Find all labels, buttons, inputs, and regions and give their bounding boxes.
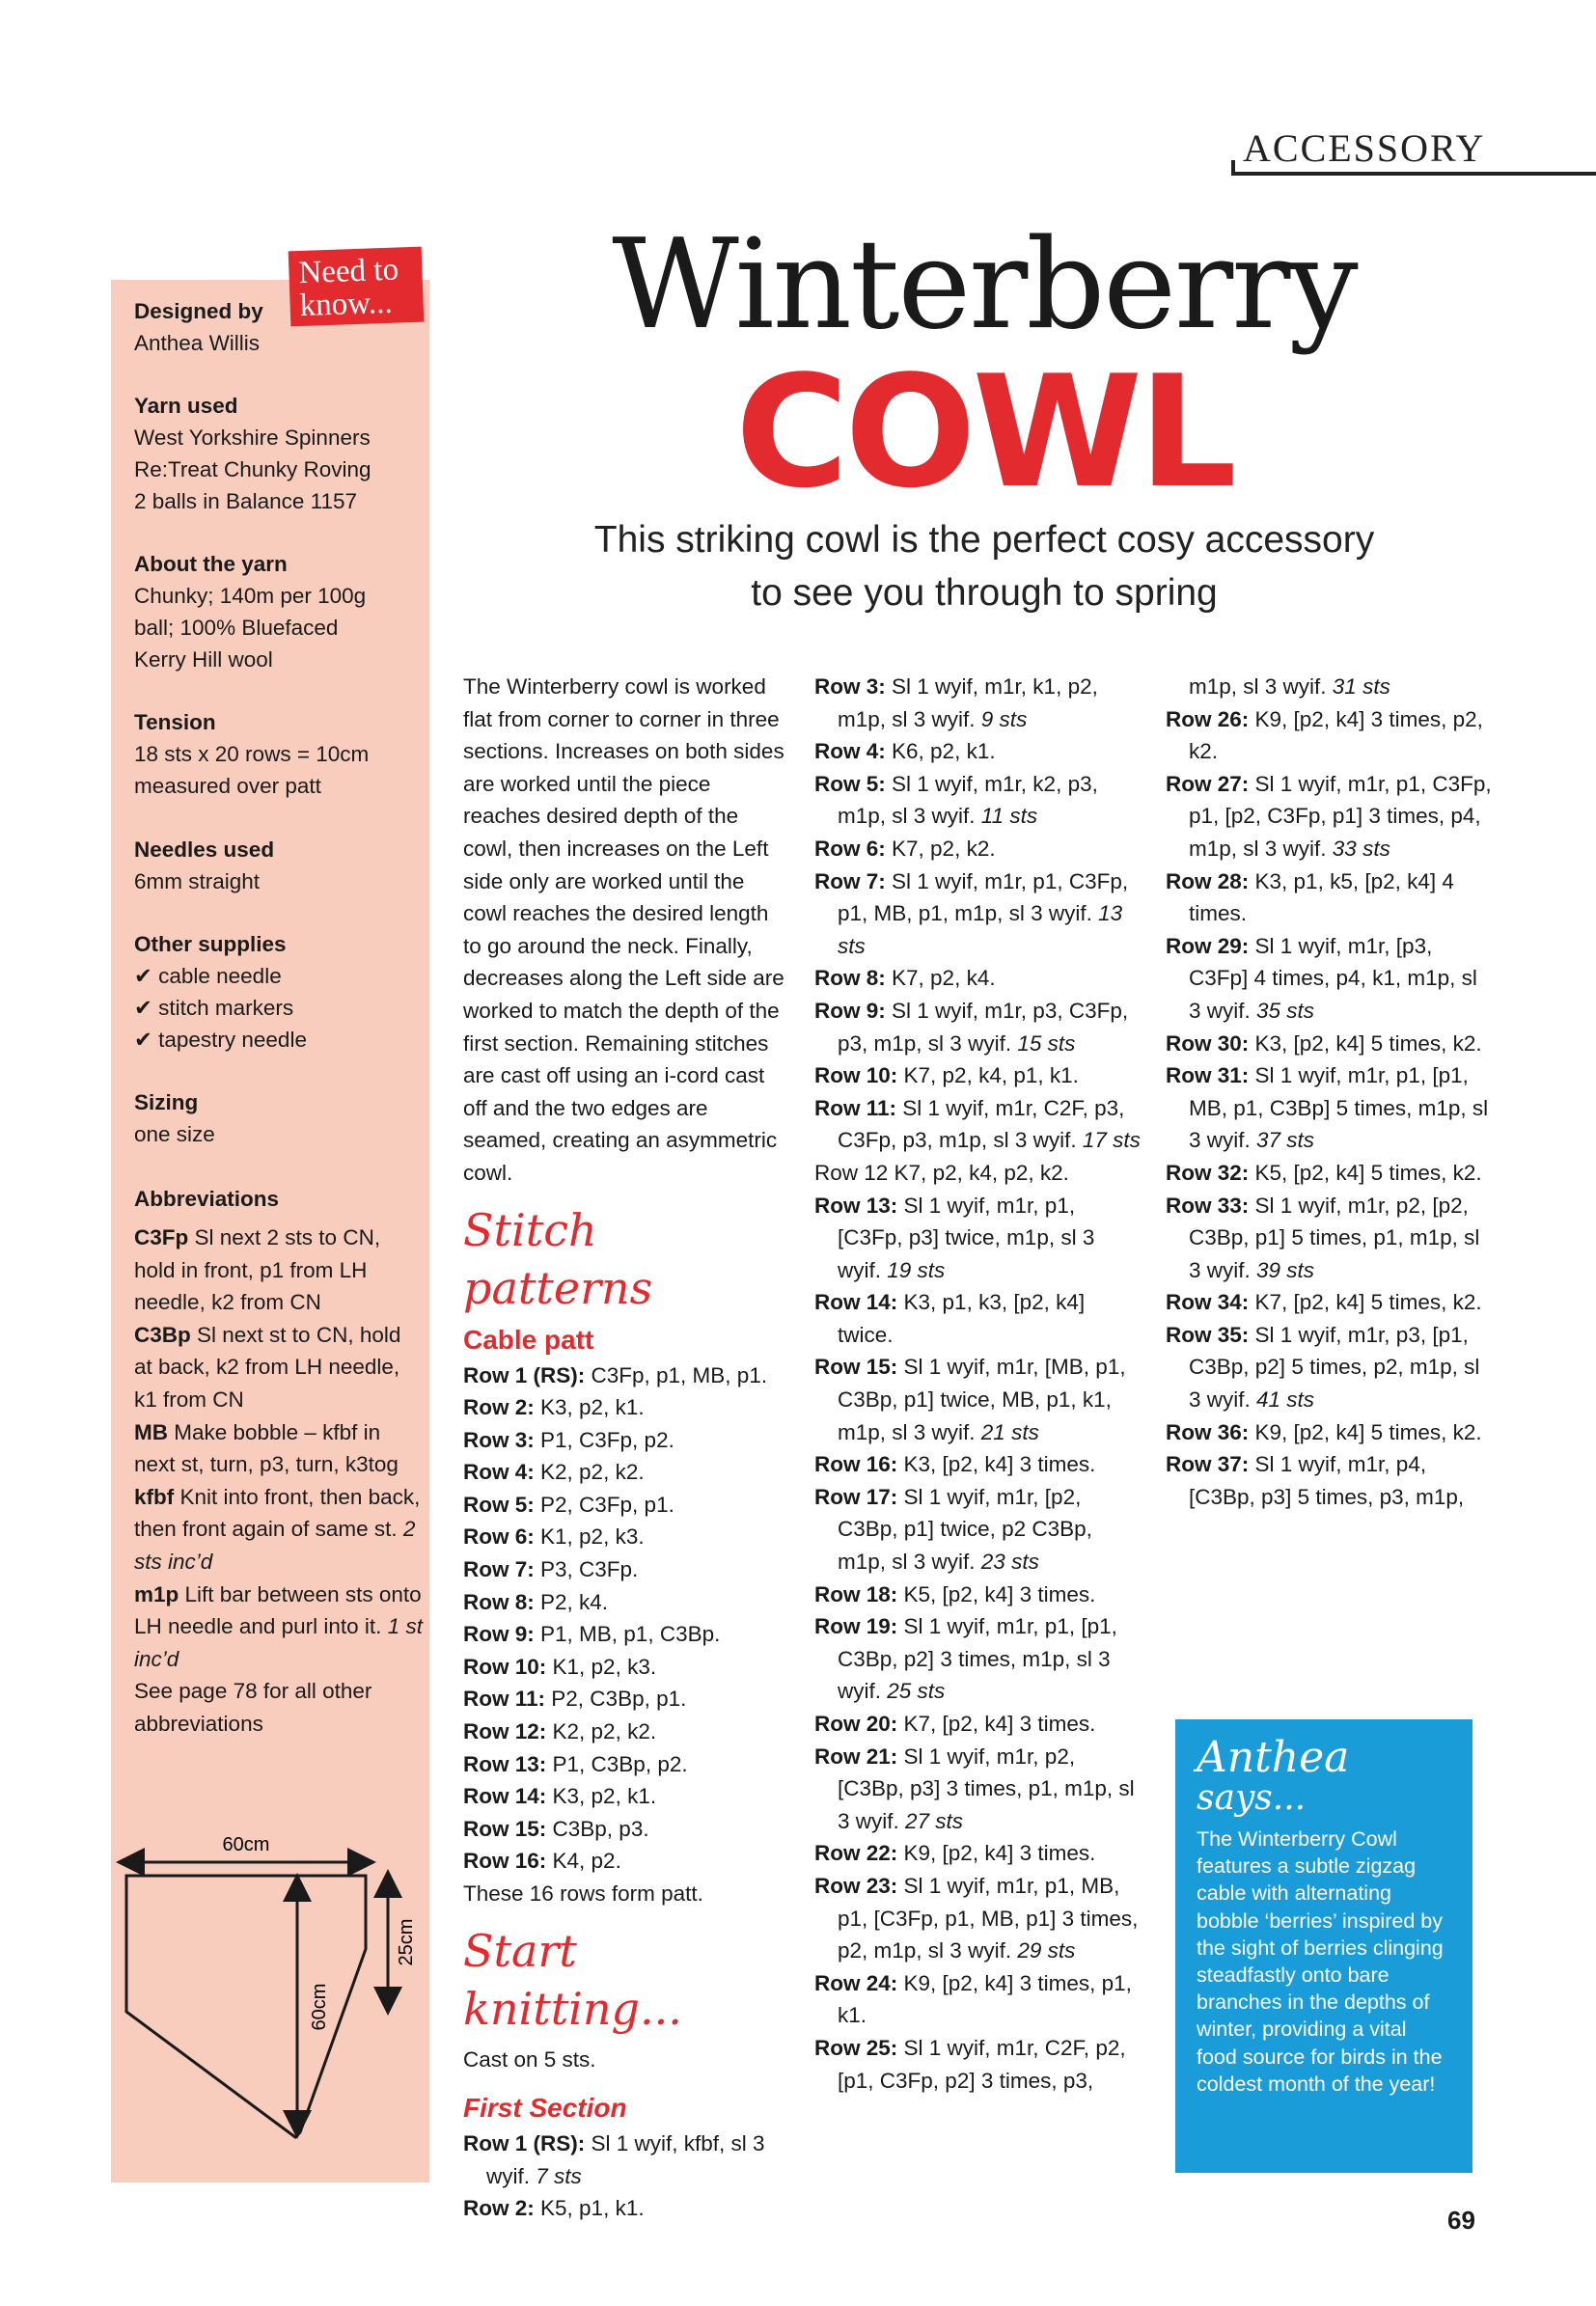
row-text: Sl 1 wyif, kfbf, sl 3 wyif. (486, 2131, 765, 2188)
row-note: 13 sts (838, 901, 1123, 958)
subtitle-line-1: This striking cowl is the perfect cosy accessory (593, 519, 1375, 561)
row-text: Sl 1 wyif, m1r, p3, [p1, C3Bp, p2] 5 times, p2, m1p, sl 3 wyif. (1189, 1322, 1480, 1413)
row-note: 35 sts (1256, 998, 1315, 1023)
row-note: 23 sts (980, 1550, 1039, 1575)
row-label: Row 37: (1166, 1452, 1250, 1477)
pattern-row (814, 671, 1142, 735)
width-label: 60cm (222, 1834, 270, 1855)
column-3 (1166, 671, 1494, 1513)
pattern-row (1166, 1286, 1494, 1319)
abbreviations-list (134, 1222, 424, 1741)
row-label: Row 33: (1166, 1193, 1250, 1218)
row-note: 7 sts (536, 2163, 582, 2188)
row-label: Row 7: (463, 1557, 535, 1582)
designed-by-value: Anthea Willis (134, 331, 261, 355)
pattern-row (1166, 1416, 1494, 1449)
row-label: Row 10: (814, 1063, 898, 1088)
row-label: Row 2: (463, 2196, 535, 2221)
pattern-row (1166, 1448, 1494, 1513)
row-label: Row 18: (814, 1581, 898, 1606)
row-label: Row 23: (814, 1873, 898, 1898)
abbr-key: kfbf (134, 1484, 175, 1509)
abbr-key: MB (134, 1419, 168, 1444)
row-label: Row 29: (1166, 933, 1250, 958)
cable-patt-rows (463, 1359, 791, 1879)
row-text: Sl 1 wyif, m1r, p1, C3Fp, p1, MB, p1, m1p, sl 3 wyif. (838, 868, 1129, 926)
row-text: Sl 1 wyif, m1r, p1, MB, p1, [C3Fp, p1, MB, p1] 3 times, p2, m1p, sl 3 wyif. (838, 1873, 1139, 1963)
about-line-3: Kerry Hill wool (134, 647, 273, 672)
needles-value: 6mm straight (134, 869, 261, 893)
pattern-row (463, 1489, 791, 1522)
pattern-row (814, 768, 1142, 833)
row-text: K5, p1, k1. (534, 2196, 645, 2221)
yarn-line-2: Re:Treat Chunky Roving (134, 457, 371, 481)
row-label: Row 26: (1166, 706, 1250, 731)
row-label: Row 5: (463, 1492, 535, 1517)
row-note: 15 sts (1017, 1030, 1076, 1056)
row-text: K7, p2, k4, p1, k1. (897, 1063, 1079, 1088)
row-text: K7, p2, k2. (885, 836, 996, 861)
first-section-row-2 (463, 2192, 791, 2225)
row-text: m1p, sl 3 wyif. (1189, 674, 1333, 699)
about-line-2: ball; 100% Bluefaced (134, 616, 339, 640)
subtitle (540, 513, 1428, 619)
pattern-row (814, 2032, 1142, 2097)
supply-item: ✔ cable needle (134, 964, 282, 988)
row-text: P1, MB, p1, C3Bp. (534, 1622, 721, 1647)
side-label: 25cm (396, 1918, 417, 1966)
row-text: Sl 1 wyif, m1r, p4, [C3Bp, p3] 5 times, p3, m1p, (1189, 1452, 1465, 1509)
abbreviations-heading-block (134, 1183, 424, 1215)
start-knitting-heading: Start knitting... (463, 1924, 682, 2035)
row-label: Row 21: (814, 1743, 898, 1769)
sizing-heading: Sizing (134, 1090, 199, 1114)
cowl-size-diagram (111, 1814, 429, 2161)
designed-by-heading: Designed by (134, 299, 263, 323)
row-note: 37 sts (1256, 1128, 1315, 1153)
pattern-row (463, 1521, 791, 1553)
yarn-used-heading: Yarn used (134, 394, 238, 418)
row-text: K5, [p2, k4] 5 times, k2. (1249, 1160, 1482, 1185)
row-text: P2, C3Fp, p1. (534, 1492, 674, 1517)
pattern-row (814, 1059, 1142, 1092)
abbr-c3bp (134, 1319, 424, 1416)
row-label: Row 9: (814, 998, 886, 1023)
abbr-text: Sl next st to CN, hold at back, k2 from LH needle, k1 from CN (134, 1322, 401, 1412)
row-label: Row 3: (814, 674, 886, 699)
pattern-row (463, 1716, 791, 1748)
abbr-note: 1 st inc’d (134, 1614, 423, 1671)
pattern-row (463, 1813, 791, 1846)
row-note: 27 sts (905, 1808, 964, 1833)
row-label: Row 2: (463, 1395, 535, 1420)
row-label: Row 7: (814, 868, 886, 893)
row-text: K2, p2, k2. (546, 1719, 657, 1744)
pattern-row (463, 1586, 791, 1619)
row-label: Row 16: (463, 1849, 547, 1874)
row-label: Row 19: (814, 1614, 898, 1639)
tension-line-1: 18 sts x 20 rows = 10cm (134, 742, 370, 766)
row-text: K3, [p2, k4] 5 times, k2. (1249, 1030, 1482, 1056)
row-text: P3, C3Fp. (534, 1557, 639, 1582)
pattern-row (463, 1424, 791, 1457)
abbr-key: m1p (134, 1581, 179, 1606)
badge-line-2: know... (299, 285, 394, 324)
row-label: Row 4: (463, 1460, 535, 1485)
row-label: Row 1 (RS): (463, 1362, 586, 1387)
row-text: K1, p2, k3. (546, 1654, 657, 1679)
row-label: Row 36: (1166, 1419, 1250, 1444)
row-label: Row 35: (1166, 1322, 1250, 1347)
row-text: K9, [p2, k4] 3 times. (897, 1841, 1096, 1866)
pattern-rows-column-2 (814, 671, 1142, 2097)
abbreviations-heading: Abbreviations (134, 1187, 280, 1211)
pattern-row (463, 1651, 791, 1684)
pattern-row (814, 1741, 1142, 1838)
needles-block (134, 834, 424, 897)
section-rule-tick (1231, 160, 1235, 176)
other-supplies-heading: Other supplies (134, 932, 287, 956)
pattern-row (814, 1708, 1142, 1741)
row-note: 17 sts (1082, 1128, 1141, 1153)
row-text: Sl 1 wyif, m1r, p2, [C3Bp, p3] 3 times, p1, m1p, sl 3 wyif. (838, 1743, 1135, 1833)
abbr-text: Sl next 2 sts to CN, hold in front, p1 from LH needle, k2 from CN (134, 1225, 381, 1315)
row-text: K3, p2, k1. (534, 1395, 645, 1420)
row-label: Row 9: (463, 1622, 535, 1647)
row-text: K3, p2, k1. (546, 1784, 657, 1809)
row-label: Row 28: (1166, 868, 1250, 893)
row-text: Sl 1 wyif, m1r, p1, [C3Fp, p3] twice, m1p, sl 3 wyif. (838, 1193, 1095, 1282)
row-note: 33 sts (1332, 836, 1390, 861)
pattern-row (814, 1092, 1142, 1157)
pattern-rows-column-3 (1166, 703, 1494, 1514)
pattern-row (1166, 1059, 1494, 1157)
title-winterberry: Winterberry (612, 213, 1357, 357)
row-label: Row 17: (814, 1484, 898, 1509)
row-label: Row 20: (814, 1712, 898, 1736)
pattern-row (1166, 1190, 1494, 1287)
row-label: Row 14: (814, 1290, 898, 1315)
first-section-row-1 (463, 2128, 791, 2192)
pattern-row (814, 1837, 1142, 1870)
row-text: K7, [p2, k4] 5 times, k2. (1249, 1290, 1482, 1315)
row-text: Sl 1 wyif, m1r, [MB, p1, C3Bp, p1] twice, MB, p1, k1, m1p, sl 3 wyif. (838, 1355, 1126, 1444)
badge-line-1: Need to (297, 252, 399, 291)
pattern-row (814, 1610, 1142, 1708)
row-text: Sl 1 wyif, m1r, k2, p3, m1p, sl 3 wyif. (838, 771, 1098, 829)
row-label: Row 13: (814, 1193, 898, 1218)
row-label: Row 8: (463, 1589, 535, 1614)
row-text: Sl 1 wyif, m1r, p1, C3Fp, p1, [p2, C3Fp, p1] 3 times, p4, m1p, sl 3 wyif. (1189, 771, 1492, 861)
pattern-row (814, 1967, 1142, 2032)
designed-by-block (134, 295, 424, 359)
abbr-key: C3Fp (134, 1225, 189, 1249)
pattern-row (463, 1359, 791, 1392)
abbr-text: Lift bar between sts onto LH needle and purl into it. (134, 1581, 422, 1639)
abbr-m1p (134, 1579, 424, 1676)
row-label: Row 12: (463, 1719, 547, 1744)
stitch-patterns-heading: Stitch patterns (463, 1203, 653, 1314)
title-cowl: COWL (735, 342, 1233, 522)
row-label: Row 25: (814, 2035, 898, 2060)
other-supplies-block (134, 928, 424, 1056)
row-note: 31 sts (1332, 674, 1390, 699)
pattern-row (1166, 865, 1494, 930)
pattern-row (463, 1845, 791, 1878)
see-page-note: See page 78 for all other abbreviations (134, 1679, 372, 1736)
abbr-text: Make bobble – kfbf in next st, turn, p3, turn, k3tog (134, 1419, 399, 1477)
row-text: K5, [p2, k4] 3 times. (897, 1581, 1096, 1606)
pattern-row (1166, 1157, 1494, 1190)
anthea-says-box (1175, 1719, 1472, 2173)
pattern-row (463, 1683, 791, 1716)
row-note: 39 sts (1256, 1257, 1315, 1282)
row-text: K7, p2, k4. (885, 966, 996, 991)
abbr-c3fp (134, 1222, 424, 1319)
row-text: C3Fp, p1, MB, p1. (585, 1362, 768, 1387)
row-text: K2, p2, k2. (534, 1460, 645, 1485)
row-label: Row 6: (463, 1524, 535, 1550)
tension-block (134, 706, 424, 802)
about-yarn-heading: About the yarn (134, 552, 288, 576)
row-text: C3Bp, p3. (546, 1816, 649, 1841)
pattern-row (814, 1190, 1142, 1287)
column-2 (814, 671, 1142, 2097)
column-1 (463, 671, 791, 2225)
row-label: Row 10: (463, 1654, 547, 1679)
row-label: Row 22: (814, 1841, 898, 1866)
row-text: K6, p2, k1. (885, 739, 996, 764)
row-text: K1, p2, k3. (534, 1524, 645, 1550)
pattern-row (814, 833, 1142, 865)
row-text: Sl 1 wyif, m1r, C2F, p3, C3Fp, p3, m1p, sl 3 wyif. (838, 1095, 1125, 1153)
says-subtitle: says... (1197, 1778, 1307, 1818)
row-label: Row 24: (814, 1970, 898, 1995)
supply-item: ✔ tapestry needle (134, 1028, 307, 1052)
pattern-row (1166, 1028, 1494, 1060)
row-note: 29 sts (1017, 1938, 1076, 1963)
cable-patt-heading: Cable patt (463, 1324, 594, 1355)
cast-on-text: Cast on 5 sts. (463, 2046, 596, 2072)
row-label: Row 6: (814, 836, 886, 861)
row-text: Sl 1 wyif, m1r, C2F, p2, [p1, C3Fp, p2] 3 times, p3, (838, 2035, 1126, 2093)
pattern-row (814, 1579, 1142, 1611)
intro-paragraph: The Winterberry cowl is worked flat from corner to corner in three sections. Increases on both sides are worked until the piece reaches desired depth of the cowl, then increases on the Left side only are worked until the cowl reaches the desired length to go around the neck. Finally, decreases along the Left side are worked to match the depth of the first section. Remaining stitches are cast off using an i-cord cast off and the two edges are seamed, creating an asymmetric cowl. (463, 674, 784, 1185)
pattern-row (814, 995, 1142, 1059)
row-label: Row 11: (814, 1095, 897, 1120)
row-label: Row 32: (1166, 1160, 1250, 1185)
pattern-row (814, 1286, 1142, 1351)
first-section-heading: First Section (463, 2093, 627, 2124)
row-text: K3, p1, k3, [p2, k4] twice. (838, 1290, 1086, 1347)
row-label: Row 13: (463, 1751, 547, 1776)
row-label: Row 5: (814, 771, 886, 796)
row-note: 19 sts (887, 1257, 946, 1282)
pattern-row (814, 1351, 1142, 1448)
row-note: 21 sts (980, 1419, 1039, 1444)
row-text: K7, [p2, k4] 3 times. (897, 1712, 1096, 1736)
pattern-row (814, 865, 1142, 963)
row-text: K9, [p2, k4] 3 times, p2, k2. (1189, 706, 1483, 764)
pattern-row (463, 1780, 791, 1813)
row-text: K9, [p2, k4] 3 times, p1, k1. (838, 1970, 1132, 2028)
pattern-row (463, 1456, 791, 1489)
abbr-text: Knit into front, then back, then front again of same st. (134, 1484, 421, 1542)
row-text: K4, p2. (546, 1849, 621, 1874)
row-note: 11 sts (980, 804, 1038, 829)
about-yarn-block (134, 548, 424, 675)
row-text: P1, C3Fp, p2. (534, 1427, 674, 1452)
pattern-row (463, 1618, 791, 1651)
row-25-continuation (1166, 671, 1494, 703)
pattern-row (463, 1748, 791, 1781)
row-text: Sl 1 wyif, m1r, k1, p2, m1p, sl 3 wyif. (838, 674, 1098, 731)
rows-note: These 16 rows form patt. (463, 1881, 703, 1906)
row-label: Row 27: (1166, 771, 1250, 796)
abbr-key: C3Bp (134, 1322, 191, 1347)
row-label: Row 34: (1166, 1290, 1250, 1315)
section-label: ACCESSORY (1243, 126, 1486, 170)
pattern-row (814, 1870, 1142, 1967)
row-label: Row 30: (1166, 1030, 1250, 1056)
row-text: P2, k4. (534, 1589, 609, 1614)
pattern-row (1166, 930, 1494, 1028)
row-label: Row 15: (814, 1355, 898, 1380)
needles-heading: Needles used (134, 837, 275, 862)
row-text: Row 12 K7, p2, k4, p2, k2. (814, 1160, 1069, 1185)
row-text: K9, [p2, k4] 5 times, k2. (1249, 1419, 1482, 1444)
says-title: Anthea (1197, 1733, 1350, 1782)
row-label: Row 8: (814, 966, 886, 991)
yarn-used-block (134, 390, 424, 517)
sizing-block (134, 1086, 424, 1150)
row-label: Row 1 (RS): (463, 2131, 586, 2156)
row-note: 41 sts (1256, 1387, 1315, 1413)
tension-heading: Tension (134, 710, 216, 734)
supply-item: ✔ stitch markers (134, 996, 294, 1020)
row-text: Sl 1 wyif, m1r, p1, [p1, MB, p1, C3Bp] 5 times, m1p, sl 3 wyif. (1189, 1063, 1489, 1153)
row-text: Sl 1 wyif, m1r, [p3, C3Fp] 4 times, p4, k1, m1p, sl 3 wyif. (1189, 933, 1477, 1023)
pattern-row (1166, 768, 1494, 865)
height-label: 60cm (309, 1983, 330, 2031)
sizing-value: one size (134, 1122, 215, 1146)
abbr-mb (134, 1416, 424, 1481)
says-body: The Winterberry Cowl features a subtle zigzag cable with alternating bobble ‘berries’ inspired by the sight of berries clinging steadfastly onto bare branches in the depths of winter, providing a vital food source for birds in the coldest month of the year! (1197, 1827, 1444, 2096)
row-text: P1, C3Bp, p2. (546, 1751, 688, 1776)
yarn-line-3: 2 balls in Balance 1157 (134, 489, 357, 513)
row-label: Row 31: (1166, 1063, 1250, 1088)
pattern-row (814, 1157, 1142, 1190)
row-label: Row 16: (814, 1452, 898, 1477)
row-text: P2, C3Bp, p1. (545, 1687, 687, 1712)
subtitle-line-2: to see you through to spring (751, 572, 1218, 614)
row-text: Sl 1 wyif, m1r, p2, [p2, C3Bp, p1] 5 times, p1, m1p, sl 3 wyif. (1189, 1193, 1480, 1282)
pattern-row (814, 1481, 1142, 1579)
row-note: 25 sts (887, 1679, 946, 1704)
row-label: Row 11: (463, 1687, 546, 1712)
row-text: Sl 1 wyif, m1r, p3, C3Fp, p3, m1p, sl 3 wyif. (838, 998, 1129, 1056)
row-label: Row 15: (463, 1816, 547, 1841)
row-label: Row 14: (463, 1784, 547, 1809)
row-note: 9 sts (980, 706, 1028, 731)
tension-line-2: measured over patt (134, 774, 321, 798)
pattern-row (1166, 703, 1494, 768)
row-label: Row 3: (463, 1427, 535, 1452)
row-text: K3, p1, k5, [p2, k4] 4 times. (1189, 868, 1454, 926)
pattern-row (814, 962, 1142, 995)
pattern-row (814, 1448, 1142, 1481)
pattern-row (1166, 1319, 1494, 1416)
section-rule (1231, 172, 1596, 176)
page-number: 69 (1447, 2206, 1475, 2235)
pattern-row (463, 1391, 791, 1424)
row-label: Row 4: (814, 739, 886, 764)
abbr-kfbf (134, 1481, 424, 1579)
row-text: Sl 1 wyif, m1r, p1, [p1, C3Bp, p2] 3 times, m1p, sl 3 wyif. (838, 1614, 1117, 1704)
abbr-note: 2 sts inc’d (134, 1517, 416, 1574)
row-text: K3, [p2, k4] 3 times. (897, 1452, 1096, 1477)
about-line-1: Chunky; 140m per 100g (134, 584, 367, 608)
pattern-row (814, 735, 1142, 768)
pattern-row (463, 1553, 791, 1586)
row-text: Sl 1 wyif, m1r, [p2, C3Bp, p1] twice, p2 C3Bp, m1p, sl 3 wyif. (838, 1484, 1092, 1575)
yarn-line-1: West Yorkshire Spinners (134, 426, 371, 450)
